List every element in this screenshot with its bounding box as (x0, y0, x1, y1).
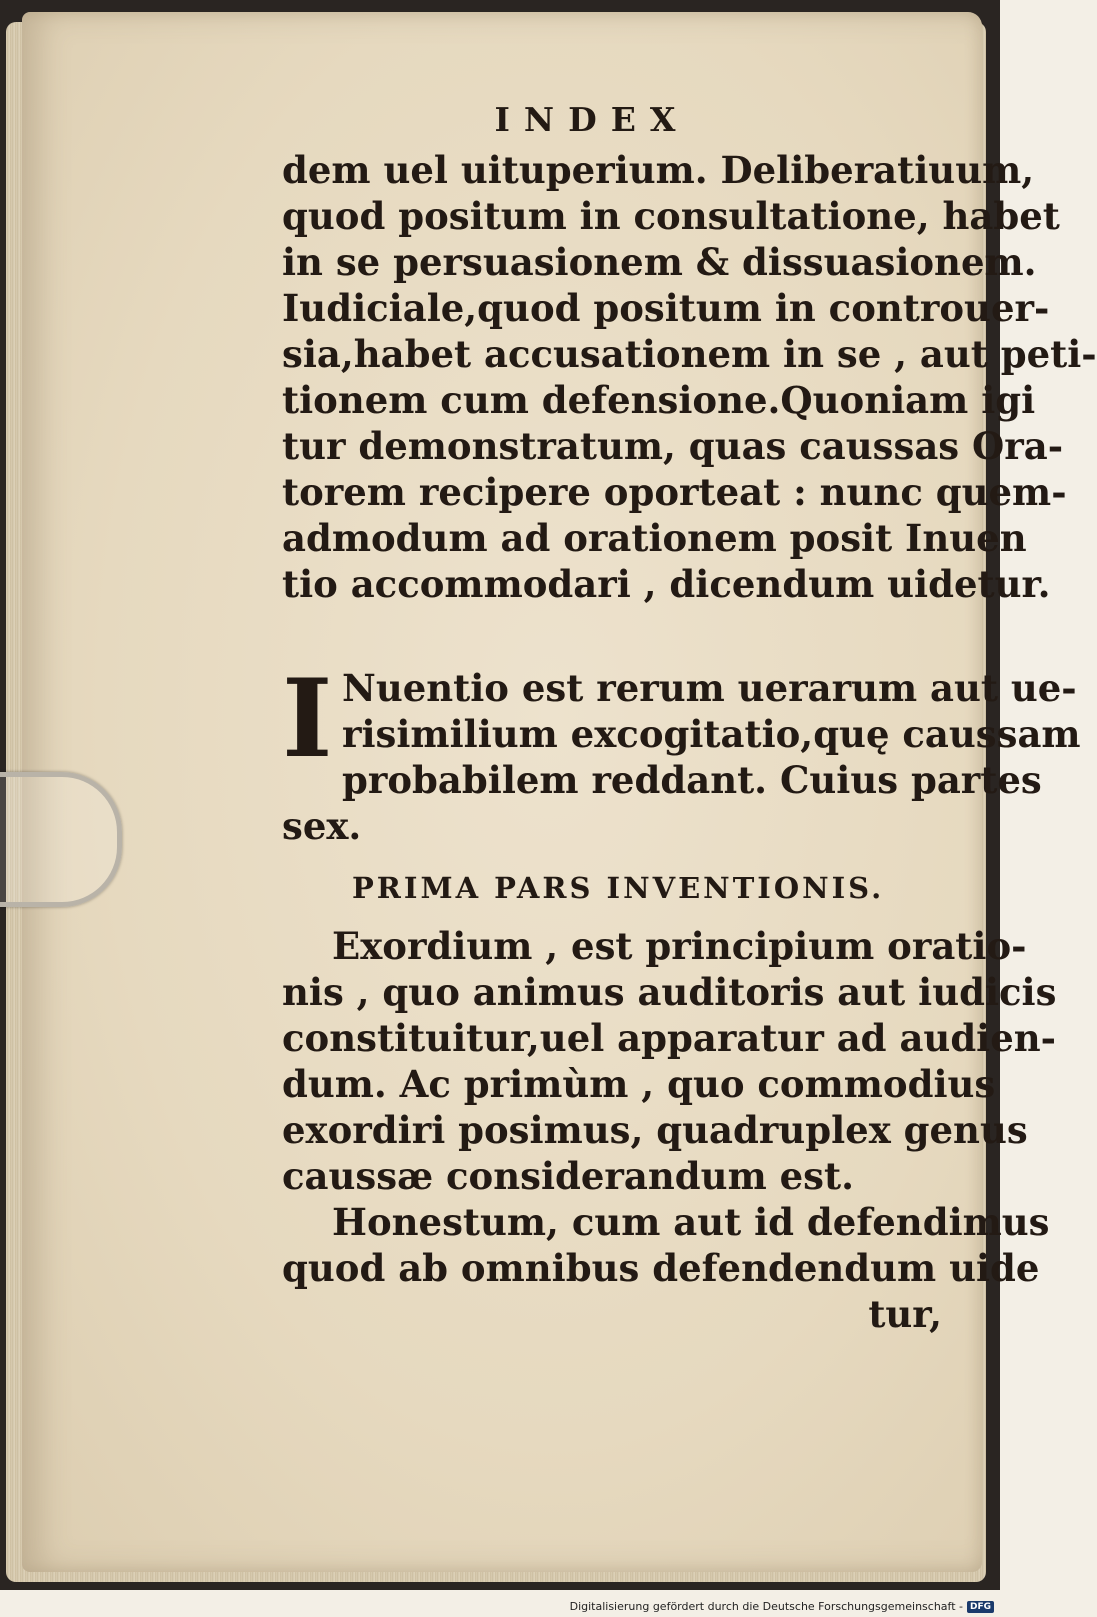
digitization-footer (570, 1600, 994, 1613)
text-line: probabilem reddant. Cuius partes (342, 758, 1042, 802)
text-line: exordiri posimus, quadruplex genus (282, 1108, 1028, 1152)
text-line: quod ab omnibus defendendum uide (282, 1246, 1040, 1290)
text-line: nis , quo animus auditoris aut iudicis (282, 970, 1057, 1014)
inventio-section (282, 656, 1081, 849)
catchword: tur, (868, 1292, 942, 1336)
text-line: caussæ considerandum est. (282, 1154, 854, 1198)
text-line: constituitur,uel apparatur ad audien- (282, 1016, 1057, 1060)
text-line: Exordium , est principium oratio- (332, 924, 1027, 968)
text-line: sia,habet accusationem in se , aut peti- (282, 332, 1097, 376)
text-line: risimilium excogitatio,quę caussam (342, 712, 1081, 756)
footer-text: Digitalisierung gefördert durch die Deutsche Forschungsgemeinschaft - (569, 1600, 963, 1613)
paper-clip (0, 772, 122, 907)
text-line: Iudiciale,quod positum in controuer- (282, 286, 1050, 330)
paragraph-honestum (282, 1199, 1050, 1291)
text-line: tur demonstratum, quas caussas Ora- (282, 424, 1064, 468)
drop-cap: I (282, 656, 333, 782)
text-line: sex. (282, 804, 362, 848)
text-line: Honestum, cum aut id defendimus (332, 1200, 1050, 1244)
text-line: admodum ad orationem posit Inuen (282, 516, 1027, 560)
text-line: dem uel uituperium. Deliberatiuum, (282, 148, 1035, 192)
text-line: tionem cum defensione.Quoniam igi (282, 378, 1036, 422)
text-line: quod positum in consultatione, habet (282, 194, 1060, 238)
text-line: torem recipere oporteat : nunc quem- (282, 470, 1067, 514)
paragraph-top (282, 147, 1097, 607)
section-heading: PRIMA PARS INVENTIONIS. (352, 871, 885, 905)
text-line: dum. Ac primùm , quo commodius (282, 1062, 996, 1106)
dfg-logo: DFG (967, 1601, 994, 1613)
text-line: tio accommodari , dicendum uidetur. (282, 562, 1051, 606)
running-head: INDEX (494, 100, 690, 139)
text-block (282, 100, 1097, 1337)
text-line: in se persuasionem & dissuasionem. (282, 240, 1037, 284)
paragraph-exordium (282, 923, 1057, 1199)
text-line: Nuentio est rerum uerarum aut ue- (342, 666, 1077, 710)
